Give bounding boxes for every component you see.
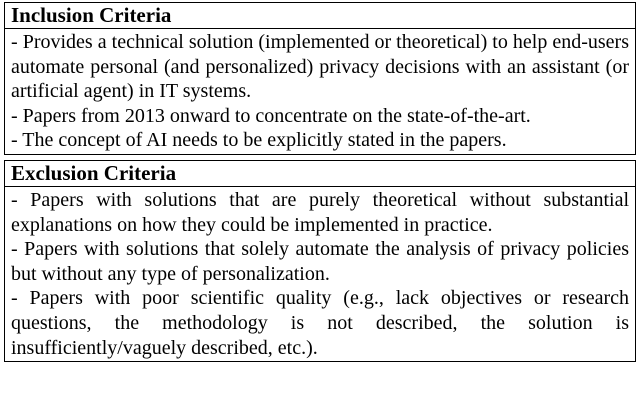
inclusion-item: - Provides a technical solution (implemented or theoretical) to help end-users automate personal (and personalized) privacy decisions with an assistant (or artificial agent) in IT systems.: [11, 31, 629, 103]
exclusion-heading: Exclusion Criteria: [5, 160, 636, 186]
criteria-table: [4, 2, 636, 362]
exclusion-item: - Papers with solutions that solely automate the analysis of privacy policies but without any type of personalization.: [11, 238, 629, 285]
inclusion-body-row: [5, 29, 636, 155]
exclusion-item: - Papers with poor scientific quality (e.g., lack objectives or research questions, the methodology is not described, the solution is insufficiently/vaguely described, etc.).: [11, 287, 629, 359]
inclusion-item: - The concept of AI needs to be explicitly stated in the papers.: [11, 129, 507, 152]
inclusion-item: - Papers from 2013 onward to concentrate on the state-of-the-art.: [11, 104, 531, 127]
exclusion-heading-row: [5, 160, 636, 186]
exclusion-list: [5, 186, 636, 361]
exclusion-body-row: [5, 186, 636, 361]
inclusion-heading-row: [5, 3, 636, 29]
inclusion-heading: Inclusion Criteria: [5, 3, 636, 29]
inclusion-list: [5, 29, 636, 155]
exclusion-item: - Papers with solutions that are purely theoretical without substantial explanations on how they could be implemented in practice.: [11, 188, 629, 236]
